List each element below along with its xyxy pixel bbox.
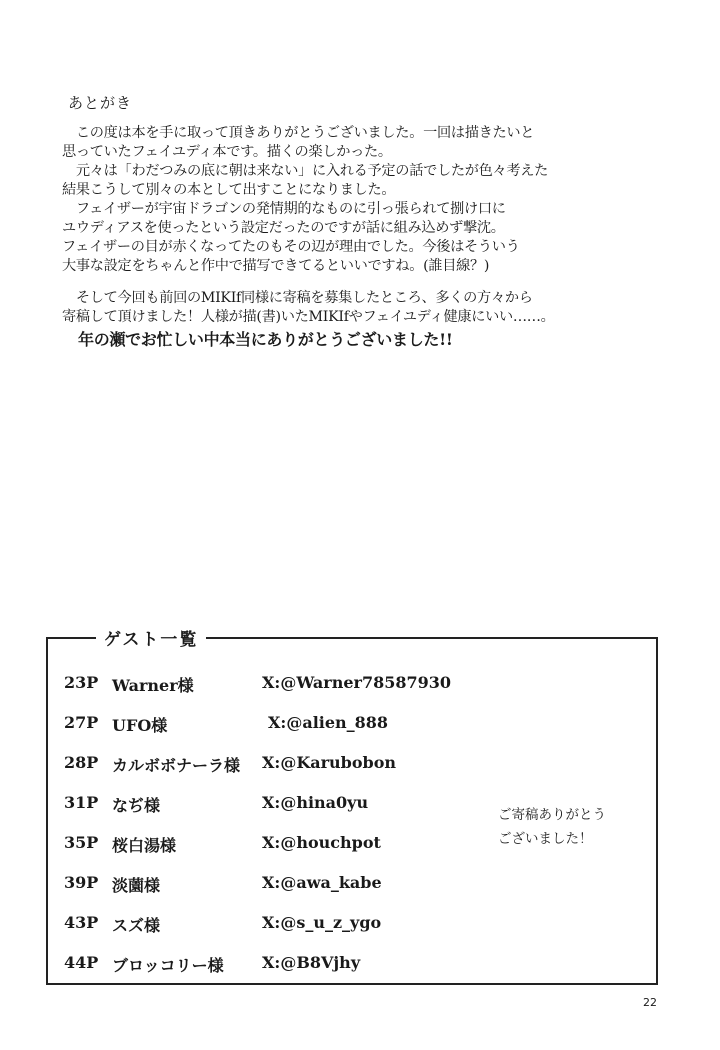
afterword-line: 大事な設定をちゃんと作中で描写できてるといいですね。(誰目線？) [62, 258, 490, 274]
guest-row [48, 913, 656, 941]
guest-name: 桜白湯様 [112, 836, 177, 855]
afterword-line: フェイザーの目が赤くなってたのもその辺が理由でした。今後はそういう [62, 239, 520, 255]
guest-name: ブロッコリー様 [112, 956, 224, 975]
guest-page: 27P [64, 713, 99, 732]
afterword-line: この度は本を手に取って頂きありがとうございました。一回は描きたいと [62, 125, 535, 141]
guest-handle: X:@Karubobon [262, 753, 397, 772]
guest-handle: X:@houchpot [262, 833, 381, 852]
afterword-title: あとがき [68, 94, 133, 112]
guest-name: なぢ様 [112, 796, 161, 815]
page-number: 22 [643, 996, 657, 1009]
guest-page: 35P [64, 833, 99, 852]
guest-name: 淡薗様 [112, 876, 161, 895]
afterword-line: 思っていたフェイユディ本です。描くの楽しかった。 [62, 144, 392, 160]
afterword-closing: 年の瀬でお忙しい中本当にありがとうございました!! [78, 330, 453, 349]
afterword-line: ユウディアスを使ったという設定だったのですが話に組み込めず撃沈。 [62, 220, 505, 236]
guest-row [48, 753, 656, 781]
guest-handle: X:@B8Vjhy [262, 953, 361, 972]
thanks-note [498, 803, 606, 851]
guest-handle: X:@awa_kabe [262, 873, 382, 892]
guest-row [48, 673, 656, 701]
guest-row [48, 873, 656, 901]
guest-page: 44P [64, 953, 99, 972]
guest-page: 23P [64, 673, 99, 692]
guest-name: カルボボナーラ様 [112, 756, 241, 775]
guest-name: Warner様 [112, 676, 194, 695]
guest-row [48, 953, 656, 981]
guest-name: UFO様 [112, 716, 168, 735]
thanks-line: ございました！ [498, 831, 593, 847]
guest-handle: X:@Warner78587930 [262, 673, 451, 692]
afterword-line: そして今回も前回のMIKIf同様に寄稿を募集したところ、多くの方々から [62, 290, 533, 306]
guest-name: スズ様 [112, 916, 161, 935]
afterword-line: フェイザーが宇宙ドラゴンの発情期的なものに引っ張られて捌け口に [62, 201, 506, 217]
guest-handle: X:@s_u_z_ygo [262, 913, 382, 932]
guest-handle: X:@alien_888 [268, 713, 389, 732]
thanks-line: ご寄稿ありがとう [498, 807, 606, 823]
afterword-line: 結果こうして別々の本として出すことになりました。 [62, 182, 396, 198]
afterword-line: 元々は「わだつみの底に朝は来ない」に入れる予定の話でしたが色々考えた [62, 163, 549, 179]
guest-handle: X:@hina0yu [262, 793, 369, 812]
guest-page: 28P [64, 753, 99, 772]
afterword-line: 寄稿して頂けました！人様が描(書)いたMIKIfやフェイユディ健康にいい……。 [62, 309, 555, 325]
guest-list-heading: ゲスト一覧 [96, 625, 206, 650]
guest-page: 31P [64, 793, 99, 812]
guest-page: 43P [64, 913, 99, 932]
guest-page: 39P [64, 873, 99, 892]
guest-row [48, 713, 656, 741]
